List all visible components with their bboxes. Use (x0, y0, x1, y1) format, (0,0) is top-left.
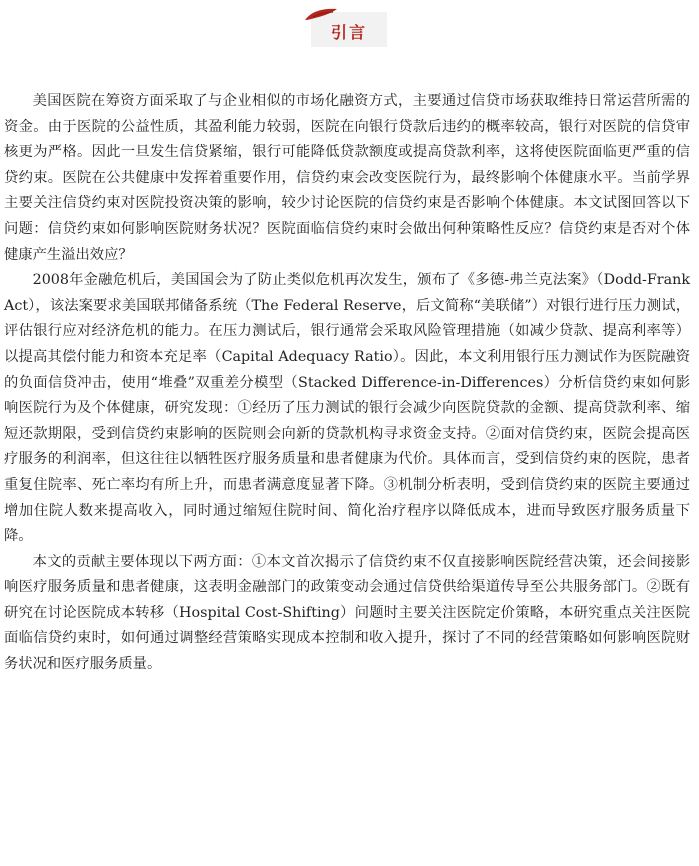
section-header (0, 0, 699, 60)
paragraph-2: 2008年金融危机后，美国国会为了防止类似危机再次发生，颁布了《多德-弗兰克法案》（Dodd-Frank Act），该法案要求美国联邦储备系统（The Federal Reserve，后文简称“美联储”）对银行进行压力测试，评估银行应对经济危机的能力。在压力测试后，银行通常会采取风险管理措施（如减少贷款、提高利率等）以提高其偿付能力和资本充足率（Capital Adequacy Ratio）。因此，本文利用银行压力测试作为医院融资的负面信贷冲击，使用“堆叠”双重差分模型（Stacked Difference-in-Differences）分析信贷约束如何影响医院行为及个体健康，研究发现：①经历了压力测试的银行会减少向医院贷款的金额、提高贷款利率、缩短还款期限，受到信贷约束影响的医院则会向新的贷款机构寻求资金支持。②面对信贷约束，医院会提高医疗服务的利润率，但这往往以牺牲医疗服务质量和患者健康为代价。具体而言，受到信贷约束的医院，患者重复住院率、死亡率均有所上升，而患者满意度显著下降。③机制分析表明，受到信贷约束的医院主要通过增加住院人数来提高收入，同时通过缩短住院时间、简化治疗程序以降低成本，进而导致医疗服务质量下降。 (4, 272, 690, 545)
section-title: 引言 (330, 23, 367, 42)
paragraph-1: 美国医院在筹资方面采取了与企业相似的市场化融资方式，主要通过信贷市场获取维持日常运营所需的资金。由于医院的公益性质，其盈利能力较弱，医院在向银行贷款后违约的概率较高，银行对医院的信贷审核更为严格。因此一旦发生信贷紧缩，银行可能降低贷款额度或提高贷款利率，这将使医院面临更严重的信贷约束。医院在公共健康中发挥着重要作用，信贷约束会改变医院行为，最终影响个体健康水平。当前学界主要关注信贷约束对医院投资决策的影响，较少讨论医院的信贷约束是否影响个体健康。本文试图回答以下问题：信贷约束如何影响医院财务状况？医院面临信贷约束时会做出何种策略性反应？信贷约束是否对个体健康产生溢出效应？ (4, 93, 690, 263)
section-title-box (311, 12, 387, 47)
paragraph-3: 本文的贡献主要体现以下两方面：①本文首次揭示了信贷约束不仅直接影响医院经营决策，还会间接影响医疗服务质量和患者健康，这表明金融部门的政策变动会通过信贷供给渠道传导至公共服务部门。②既有研究在讨论医院成本转移（Hospital Cost-Shifting）问题时主要关注医院定价策略，本研究重点关注医院面临信贷约束时，如何通过调整经营策略实现成本控制和收入提升，探讨了不同的经营策略如何影响医院财务状况和医疗服务质量。 (4, 553, 690, 673)
article-body (4, 89, 690, 678)
